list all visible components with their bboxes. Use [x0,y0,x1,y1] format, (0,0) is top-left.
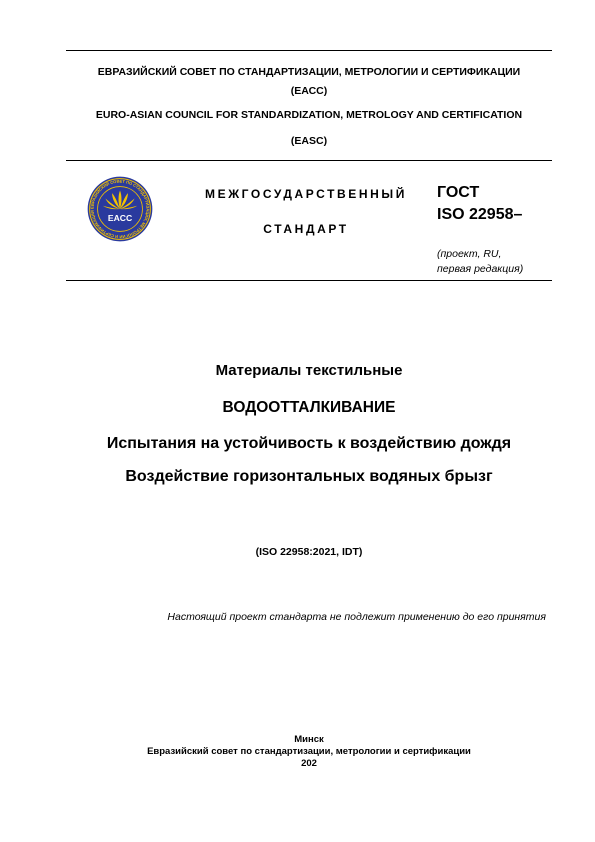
footer-year: 202 [301,758,317,769]
standard-type-line1: МЕЖГОСУДАРСТВЕННЫЙ [205,187,407,201]
footer-publisher: Евразийский совет по стандартизации, метрологии и сертификации [147,746,471,757]
standard-number: ISO 22958– [437,206,523,223]
top-rule [66,50,552,51]
title-line4: Воздействие горизонтальных водяных брызг [125,468,493,485]
council-name-en: EURO-ASIAN COUNCIL FOR STANDARDIZATION, METROLOGY AND CERTIFICATION [95,109,523,121]
footer-city: Минск [294,734,324,745]
title-line3: Испытания на устойчивость к воздействию дождя [106,435,512,452]
title-line2: ВОДООТТАЛКИВАНИЕ [222,399,396,416]
draft-status-line1: (проект, RU, [437,248,502,260]
draft-status-line2: первая редакция) [437,263,524,275]
title-line1: Материалы текстильные [215,362,403,379]
iso-reference: (ISO 22958:2021, IDT) [255,546,363,558]
council-abbr-ru: (ЕАСС) [290,85,328,97]
header-divider [66,160,552,161]
emblem-ring-textpath: ЕВРАЗИЙСКИЙ СОВЕТ ПО СТАНДАРТИЗАЦИИ, МЕТРОЛОГИИ И СЕРТИФИКАЦИИ [89,178,151,240]
emblem-text: EACC [107,212,133,223]
draft-notice: Настоящий проект стандарта не подлежит применению до его принятия [167,611,546,623]
council-name-ru: ЕВРАЗИЙСКИЙ СОВЕТ ПО СТАНДАРТИЗАЦИИ, МЕТРОЛОГИИ И СЕРТИФИКАЦИИ [97,66,521,78]
easc-emblem [87,176,153,242]
standard-type-line2: СТАНДАРТ [263,222,349,236]
standard-block-divider [66,280,552,281]
council-abbr-en: (EASC) [290,135,328,147]
gost-label: ГОСТ [437,184,480,201]
